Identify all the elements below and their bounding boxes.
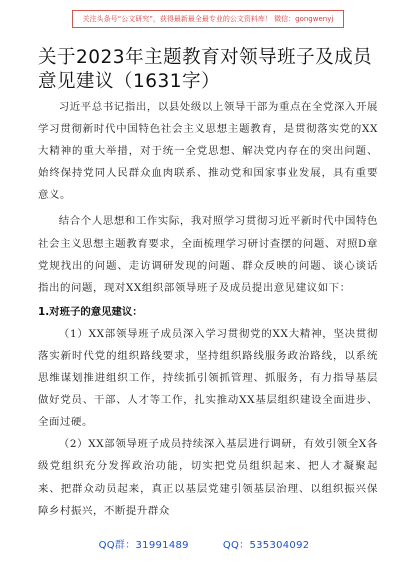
promo-banner [72,10,344,28]
document-body [38,96,378,522]
paragraph-intro: 习近平总书记指出，以县处级以上领导干部为重点在全党深入开展学习贯彻新时代中国特色社会主义思想主题教育，是贯彻落实党的XX大精神的重大举措，对于统一全党思想、解决党内存在的突出问题、始终保持党同人民群众血肉联系、推动党和国家事业发展，具有重要意义。 [38,101,378,202]
list-item-2: （2）XX部领导班子成员持续深入基层进行调研，有效引领全X各级党组织充分发挥政治功能，切实把党员组织起来、把人才凝聚起来、把群众动员起来，真正以基层党建引领基层治理、以组织振兴保障乡村振兴，不断提升群众 [38,438,378,517]
qq-contact-link[interactable]: QQ：535304092 [222,540,310,551]
qq-group-link[interactable]: QQ群：31991489 [98,540,189,551]
promo-banner-text: 关注头条号“公文研究”，获得最新最全最专业的公文资料库！ 微信：gongwenyj [82,15,334,23]
section-heading: 1.对班子的意见建议： [38,305,143,318]
list-item-1: （1）XX部领导班子成员深入学习贯彻党的XX大精神，坚决贯彻落实新时代党的组织路线要求，坚持组织路线服务政治路线，以系统思维谋划推进组织工作，持续抓引领抓管理、抓服务，有力指导基层做好党员、干部、人才等工作，扎实推动XX基层组织建设全面进步、全面过硬。 [38,327,378,429]
document-title: 关于2023年主题教育对领导班子及成员意见建议（1631字） [38,47,373,92]
footer-contacts [0,536,408,551]
paragraph-context: 结合个人思想和工作实际，我对照学习贯彻习近平新时代中国特色社会主义思想主题教育要求，全面梳理学习研讨查摆的问题、对照D章党规找出的问题、走访调研发现的问题、群众反映的问题、谈心谈话指出的问题，现对XX组织部领导班子及成员提出意见建议如下： [38,215,378,294]
